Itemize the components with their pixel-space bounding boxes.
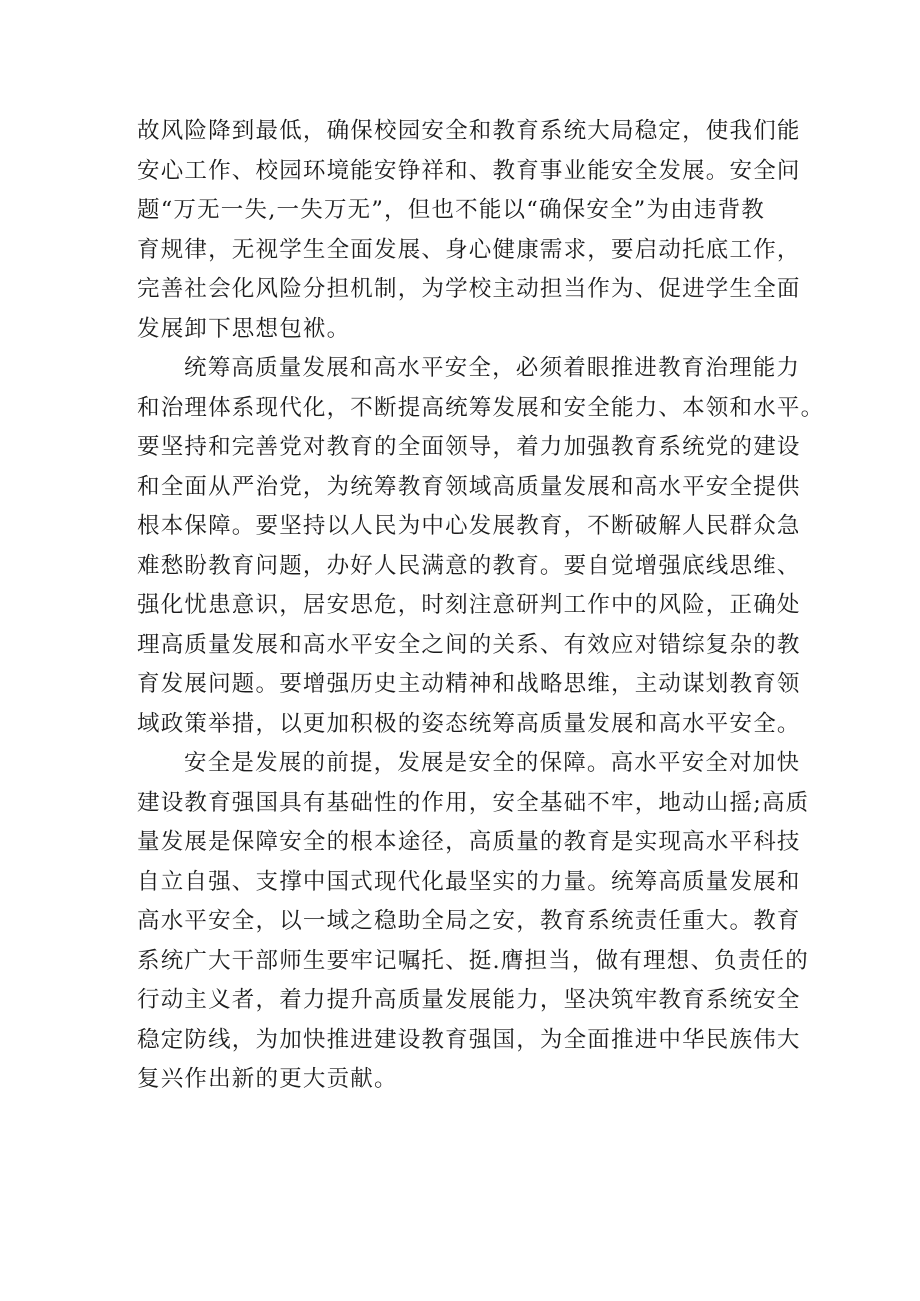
text-line: 故风险降到最低，确保校园安全和教育系统大局稳定，使我们能 <box>137 118 801 144</box>
text-line: 发展卸下思想包袱。 <box>137 315 351 342</box>
text-line: 自立自强、支撑中国式现代化最坚实的力量。统筹高质量发展和 <box>137 868 801 895</box>
paragraph-2 <box>137 349 825 744</box>
text-line: 建设教育强国具有基础性的作用，安全基础不牢，地动山摇;高质 <box>137 789 810 816</box>
text-line: 系统广大干部师生要牢记嘱托、挺.膺担当，做有理想、负责任的 <box>137 947 809 974</box>
text-line: 量发展是保障安全的根本途径，高质量的教育是实现高水平科技 <box>137 829 801 855</box>
paragraph-1 <box>137 112 801 349</box>
text-line: 育发展问题。要增强历史主动精神和战略思维，主动谋划教育领 <box>137 671 801 697</box>
text-line: 完善社会化风险分担机制，为学校主动担当作为、促进学生全面 <box>137 276 801 302</box>
text-line: 育规律，无视学生全面发展、身心健康需求，要启动托底工作， <box>137 236 801 263</box>
paragraph-3 <box>137 744 810 1100</box>
text-line: 要坚持和完善党对教育的全面领导，着力加强教育系统党的建设 <box>137 434 801 460</box>
text-line: 难愁盼教育问题，办好人民满意的教育。要自觉增强底线思维、 <box>137 552 801 579</box>
text-line: 统筹高质量发展和高水平安全，必须着眼推进教育治理能力 <box>184 355 801 381</box>
text-line: 稳定防线，为加快推进建设教育强国，为全面推进中华民族伟大 <box>137 1026 801 1053</box>
text-line: 和全面从严治党，为统筹教育领域高质量发展和高水平安全提供 <box>137 473 801 500</box>
document-body <box>137 112 825 1100</box>
text-line: 高水平安全，以一域之稳助全局之安，教育系统责任重大。教育 <box>137 908 801 934</box>
text-line: 题“万无一失,一失万无”，但也不能以“确保安全”为由违背教 <box>137 197 765 223</box>
text-line: 域政策举措，以更加积极的姿态统筹高质量发展和高水平安全。 <box>137 710 801 737</box>
text-line: 和治理体系现代化，不断提高统筹发展和安全能力、本领和水平。 <box>137 394 825 421</box>
text-line: 理高质量发展和高水平安全之间的关系、有效应对错综复杂的教 <box>137 631 801 658</box>
text-line: 强化忧患意识，居安思危，时刻注意研判工作中的风险，正确处 <box>137 592 801 618</box>
text-line: 根本保障。要坚持以人民为中心发展教育，不断破解人民群众急 <box>137 513 801 539</box>
text-line: 安心工作、校园环境能安铮祥和、教育事业能安全发展。安全问 <box>137 157 801 184</box>
text-line: 复兴作出新的更大贡献。 <box>137 1066 398 1092</box>
text-line: 行动主义者，着力提升高质量发展能力，坚决筑牢教育系统安全 <box>137 987 801 1013</box>
text-line: 安全是发展的前提，发展是安全的保障。高水平安全对加快 <box>184 750 801 776</box>
